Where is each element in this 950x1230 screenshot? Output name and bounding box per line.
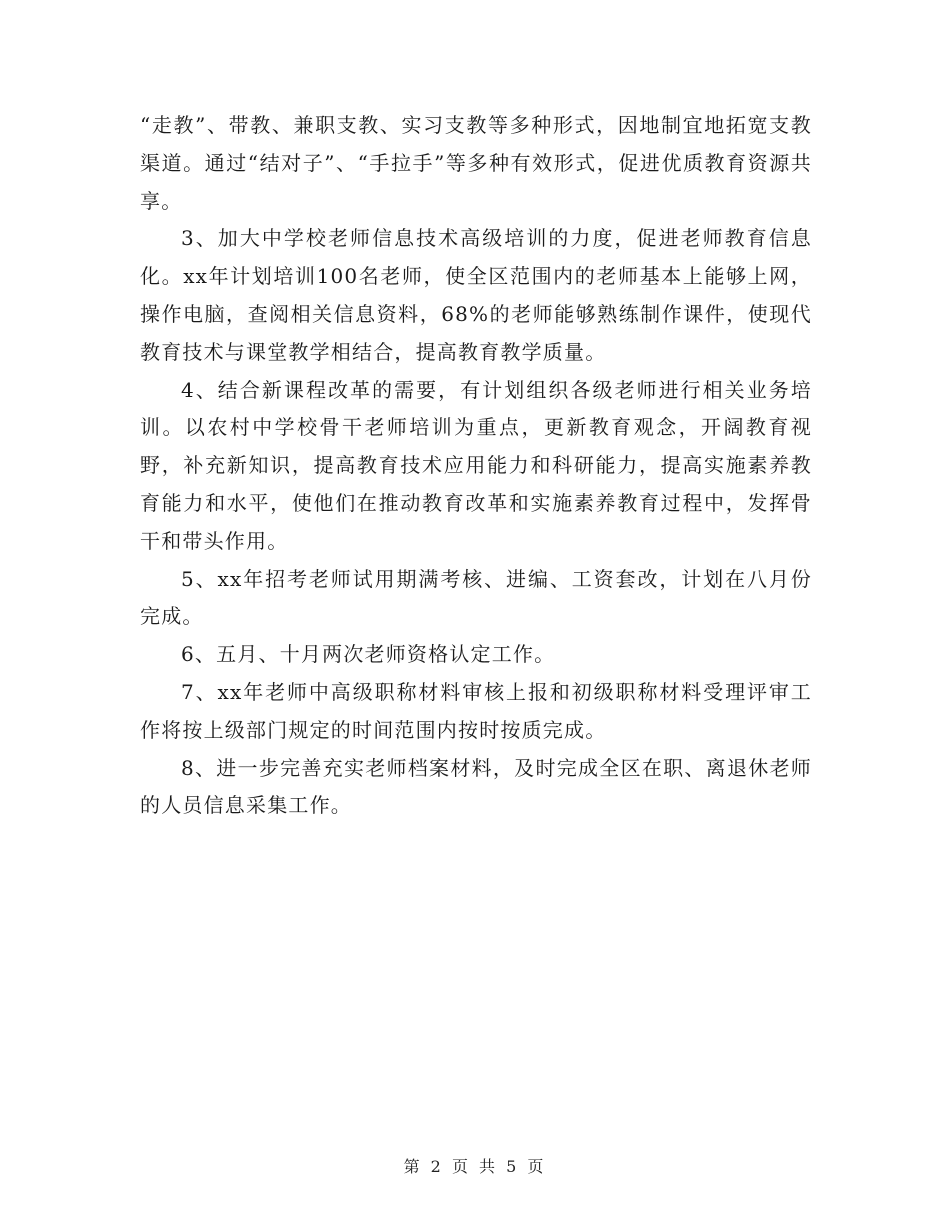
paragraph-item-5: 5、xx年招考老师试用期满考核、进编、工资套改，计划在八月份完成。 [140, 566, 812, 629]
paragraph-continued: “走教”、带教、兼职支教、实习支教等多种形式，因地制宜地拓宽支教渠道。通过“结对子”、“手拉手”等多种有效形式，促进优质教育资源共享。 [140, 113, 812, 213]
paragraph-item-7: 7、xx年老师中高级职称材料审核上报和初级职称材料受理评审工作将按上级部门规定的时间范围内按时按质完成。 [140, 679, 812, 742]
paragraph-item-4: 4、结合新课程改革的需要，有计划组织各级老师进行相关业务培训。以农村中学校骨干老师培训为重点，更新教育观念，开阔教育视野，补充新知识，提高教育技术应用能力和科研能力，提高实施素养教育能力和水平，使他们在推动教育改革和实施素养教育过程中，发挥骨干和带头作用。 [140, 377, 812, 553]
page-number-footer: 第 2 页 共 5 页 [403, 1157, 547, 1176]
paragraph-item-3: 3、加大中学校老师信息技术高级培训的力度，促进老师教育信息化。xx年计划培训100名老师，使全区范围内的老师基本上能够上网，操作电脑，查阅相关信息资料，68%的老师能够熟练制作课件，使现代教育技术与课堂教学相结合，提高教育教学质量。 [140, 226, 812, 364]
document-body [140, 107, 812, 825]
paragraph-item-6: 6、五月、十月两次老师资格认定工作。 [181, 642, 556, 667]
paragraph-item-8: 8、进一步完善充实老师档案材料，及时完成全区在职、离退休老师的人员信息采集工作。 [140, 755, 812, 818]
